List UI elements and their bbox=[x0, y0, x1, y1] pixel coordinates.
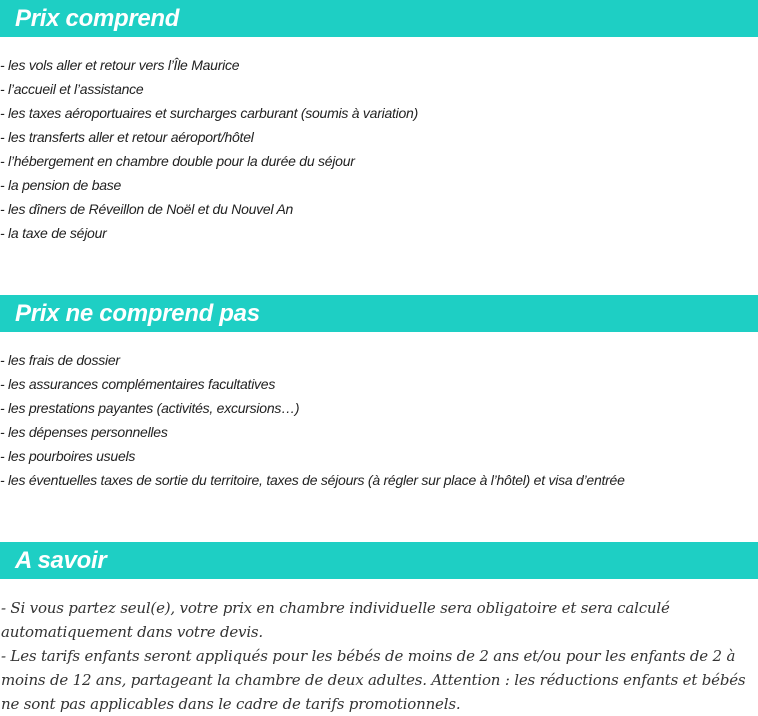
section-header-to-know bbox=[0, 542, 758, 579]
list-item: - les éventuelles taxes de sortie du territoire, taxes de séjours (à régler sur place à l’hôtel) et visa d’entrée bbox=[0, 472, 625, 488]
section-title-not-included: Prix ne comprend pas bbox=[15, 299, 260, 327]
list-item: - les dépenses personnelles bbox=[0, 424, 168, 440]
note-paragraph: - Si vous partez seul(e), votre prix en chambre individuelle sera obligatoire et sera calculé automatiquement dans votre devis. bbox=[1, 599, 670, 641]
list-item: - l’accueil et l’assistance bbox=[0, 81, 144, 97]
list-item: - les taxes aéroportuaires et surcharges carburant (soumis à variation) bbox=[0, 105, 418, 121]
note-paragraph: - Les tarifs enfants seront appliqués pour les bébés de moins de 2 ans et/ou pour les enfants de 2 à moins de 12 ans, partageant la chambre de deux adultes. Attention : les réductions enfants et bébés ne sont pas applicables dans le cadre de tarifs promotionnels. bbox=[1, 647, 746, 713]
not-included-list bbox=[0, 348, 625, 492]
list-item: - les frais de dossier bbox=[0, 352, 120, 368]
list-item: - les pourboires usuels bbox=[0, 448, 136, 464]
to-know-notes bbox=[1, 596, 746, 716]
list-item: - l’hébergement en chambre double pour la durée du séjour bbox=[0, 153, 355, 169]
list-item: - la taxe de séjour bbox=[0, 225, 107, 241]
list-item: - les dîners de Réveillon de Noël et du Nouvel An bbox=[0, 201, 294, 217]
list-item: - les prestations payantes (activités, excursions…) bbox=[0, 400, 300, 416]
list-item: - les assurances complémentaires facultatives bbox=[0, 376, 276, 392]
included-list bbox=[0, 53, 418, 245]
list-item: - les vols aller et retour vers l’Île Maurice bbox=[0, 57, 240, 73]
list-item: - les transferts aller et retour aéroport/hôtel bbox=[0, 129, 254, 145]
section-header-not-included bbox=[0, 295, 758, 332]
section-title-included: Prix comprend bbox=[15, 4, 180, 32]
section-title-to-know: A savoir bbox=[15, 546, 107, 574]
section-header-included bbox=[0, 0, 758, 37]
list-item: - la pension de base bbox=[0, 177, 122, 193]
